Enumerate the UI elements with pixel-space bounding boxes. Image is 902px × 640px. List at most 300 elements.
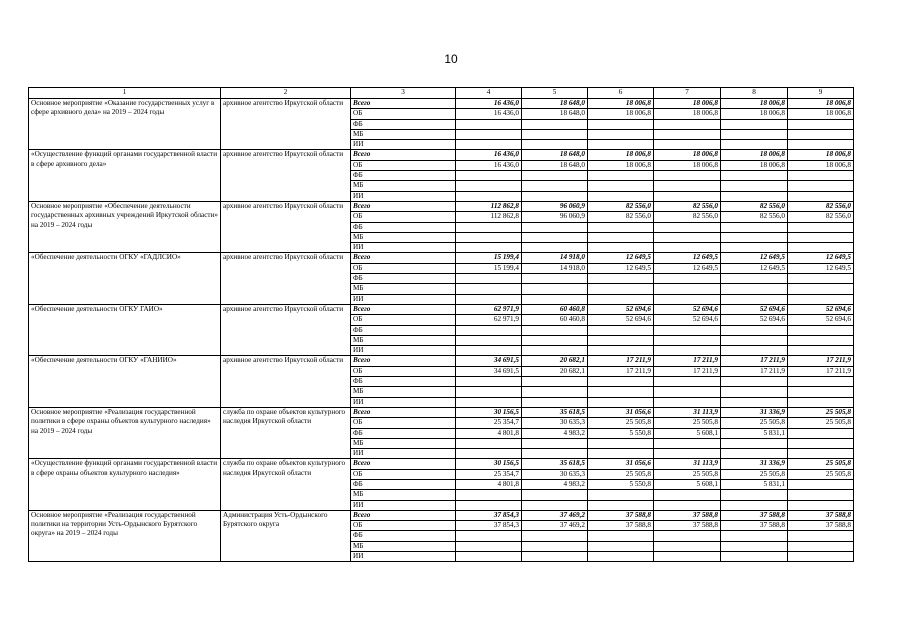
table-row — [29, 304, 854, 314]
amount-cell — [588, 232, 654, 242]
amount-cell: 17 211,9 — [788, 366, 854, 376]
amount-cell — [788, 243, 854, 253]
amount-cell — [456, 397, 522, 407]
column-number: 4 — [456, 88, 522, 99]
funding-source: ИИ — [351, 346, 456, 356]
amount-cell — [588, 346, 654, 356]
amount-cell — [721, 500, 788, 510]
amount-cell — [522, 140, 588, 150]
amount-cell — [522, 129, 588, 139]
table-row — [29, 99, 854, 109]
funding-source: ФБ — [351, 222, 456, 232]
funding-source: ОБ — [351, 160, 456, 170]
amount-cell — [654, 335, 721, 345]
amount-cell — [456, 191, 522, 201]
amount-cell: 37 588,8 — [654, 510, 721, 520]
amount-cell — [654, 129, 721, 139]
amount-cell: 82 556,0 — [721, 212, 788, 222]
amount-cell — [654, 531, 721, 541]
amount-cell: 18 648,0 — [522, 109, 588, 119]
amount-cell — [522, 397, 588, 407]
amount-cell — [721, 531, 788, 541]
amount-cell: 52 694,6 — [788, 315, 854, 325]
column-number: 5 — [522, 88, 588, 99]
amount-cell — [522, 449, 588, 459]
amount-cell: 37 588,8 — [788, 521, 854, 531]
amount-cell: 25 505,8 — [721, 469, 788, 479]
amount-cell — [654, 377, 721, 387]
amount-cell: 16 436,0 — [456, 150, 522, 160]
amount-cell — [721, 222, 788, 232]
funding-source: МБ — [351, 129, 456, 139]
amount-cell: 18 006,8 — [721, 150, 788, 160]
amount-cell — [588, 243, 654, 253]
amount-cell: 34 691,5 — [456, 366, 522, 376]
amount-cell — [721, 129, 788, 139]
amount-cell: 25 505,8 — [788, 407, 854, 417]
funding-source: МБ — [351, 232, 456, 242]
amount-cell: 60 460,8 — [522, 315, 588, 325]
amount-cell — [588, 377, 654, 387]
funding-source: ФБ — [351, 479, 456, 489]
amount-cell — [654, 490, 721, 500]
amount-cell: 37 588,8 — [721, 510, 788, 520]
column-number: 3 — [351, 88, 456, 99]
funding-source: ИИ — [351, 552, 456, 562]
amount-cell — [788, 140, 854, 150]
amount-cell — [588, 140, 654, 150]
amount-cell: 18 006,8 — [721, 99, 788, 109]
amount-cell — [522, 284, 588, 294]
activity-name: «Обеспечение деятельности ОГКУ «ГАНИИО» — [29, 356, 221, 407]
amount-cell — [654, 552, 721, 562]
amount-cell — [721, 325, 788, 335]
amount-cell: 25 505,8 — [788, 469, 854, 479]
table-body — [29, 88, 854, 562]
funding-source: ИИ — [351, 294, 456, 304]
amount-cell — [788, 541, 854, 551]
amount-cell — [522, 222, 588, 232]
amount-cell — [522, 294, 588, 304]
column-number: 7 — [654, 88, 721, 99]
amount-cell — [588, 541, 654, 551]
amount-cell: 60 460,8 — [522, 304, 588, 314]
amount-cell: 62 971,9 — [456, 315, 522, 325]
amount-cell — [788, 531, 854, 541]
amount-cell — [721, 335, 788, 345]
amount-cell — [522, 274, 588, 284]
activity-name: Основное мероприятие «Реализация государственной политики на территории Усть-Ордынского Бурятского округа» на 2019 – 2024 годы — [29, 510, 221, 561]
amount-cell — [588, 284, 654, 294]
amount-cell — [456, 119, 522, 129]
amount-cell — [654, 284, 721, 294]
column-number: 2 — [221, 88, 351, 99]
amount-cell: 5 831,1 — [721, 428, 788, 438]
funding-source: МБ — [351, 284, 456, 294]
amount-cell — [788, 191, 854, 201]
amount-cell — [456, 294, 522, 304]
amount-cell — [654, 140, 721, 150]
amount-cell — [654, 449, 721, 459]
amount-cell: 20 682,1 — [522, 366, 588, 376]
amount-cell: 5 608,1 — [654, 428, 721, 438]
activity-name: Основное мероприятие «Оказание государственных услуг в сфере архивного дела» на 2019 – 2024 годы — [29, 99, 221, 150]
amount-cell — [654, 222, 721, 232]
funding-source: ФБ — [351, 119, 456, 129]
amount-cell — [788, 438, 854, 448]
amount-cell: 18 006,8 — [788, 99, 854, 109]
executor-name: архивное агентство Иркутской области — [221, 253, 351, 304]
amount-cell: 14 918,0 — [522, 263, 588, 273]
amount-cell — [721, 191, 788, 201]
amount-cell — [788, 449, 854, 459]
amount-cell: 18 006,8 — [788, 160, 854, 170]
executor-name: служба по охране объектов культурного наследия Иркутской области — [221, 407, 351, 458]
amount-cell: 37 469,2 — [522, 510, 588, 520]
amount-cell — [721, 449, 788, 459]
amount-cell: 17 211,9 — [721, 356, 788, 366]
amount-cell — [588, 397, 654, 407]
amount-cell: 25 505,8 — [654, 469, 721, 479]
amount-cell: 34 691,5 — [456, 356, 522, 366]
amount-cell — [456, 500, 522, 510]
amount-cell: 5 831,1 — [721, 479, 788, 489]
amount-cell: 82 556,0 — [588, 201, 654, 211]
amount-cell: 37 469,2 — [522, 521, 588, 531]
table-row — [29, 459, 854, 469]
amount-cell: 25 505,8 — [788, 418, 854, 428]
table-row — [29, 201, 854, 211]
amount-cell: 18 006,8 — [588, 99, 654, 109]
table-row — [29, 150, 854, 160]
amount-cell — [588, 294, 654, 304]
amount-cell — [522, 531, 588, 541]
amount-cell: 52 694,6 — [788, 304, 854, 314]
amount-cell — [654, 500, 721, 510]
funding-source: ИИ — [351, 397, 456, 407]
amount-cell — [456, 129, 522, 139]
funding-source: ОБ — [351, 469, 456, 479]
amount-cell — [456, 541, 522, 551]
amount-cell: 82 556,0 — [788, 212, 854, 222]
amount-cell: 37 588,8 — [588, 521, 654, 531]
activity-name: «Обеспечение деятельности ОГКУ «ГАДЛСИО» — [29, 253, 221, 304]
executor-name: архивное агентство Иркутской области — [221, 201, 351, 252]
amount-cell — [588, 552, 654, 562]
amount-cell — [788, 325, 854, 335]
amount-cell — [788, 335, 854, 345]
amount-cell — [588, 490, 654, 500]
amount-cell: 25 505,8 — [788, 459, 854, 469]
amount-cell — [721, 294, 788, 304]
amount-cell: 52 694,6 — [721, 304, 788, 314]
activity-name: «Осуществление функций органами государственной власти в сфере архивного дела» — [29, 150, 221, 201]
amount-cell — [588, 181, 654, 191]
amount-cell — [456, 335, 522, 345]
amount-cell — [654, 119, 721, 129]
amount-cell — [588, 531, 654, 541]
amount-cell: 17 211,9 — [654, 356, 721, 366]
amount-cell — [721, 438, 788, 448]
amount-cell: 37 588,8 — [788, 510, 854, 520]
amount-cell — [456, 387, 522, 397]
amount-cell — [721, 346, 788, 356]
amount-cell: 18 006,8 — [654, 99, 721, 109]
amount-cell: 18 648,0 — [522, 160, 588, 170]
amount-cell — [456, 325, 522, 335]
amount-cell: 37 854,3 — [456, 521, 522, 531]
amount-cell — [522, 541, 588, 551]
column-number: 9 — [788, 88, 854, 99]
funding-source: ИИ — [351, 500, 456, 510]
amount-cell — [654, 191, 721, 201]
amount-cell — [788, 552, 854, 562]
amount-cell — [522, 346, 588, 356]
amount-cell — [456, 490, 522, 500]
amount-cell: 16 436,0 — [456, 160, 522, 170]
funding-source: ОБ — [351, 315, 456, 325]
amount-cell: 18 648,0 — [522, 150, 588, 160]
amount-cell: 5 608,1 — [654, 479, 721, 489]
amount-cell — [721, 243, 788, 253]
amount-cell — [721, 171, 788, 181]
amount-cell: 12 649,5 — [721, 253, 788, 263]
amount-cell: 17 211,9 — [788, 356, 854, 366]
amount-cell: 82 556,0 — [654, 212, 721, 222]
amount-cell: 17 211,9 — [721, 366, 788, 376]
amount-cell: 18 006,8 — [654, 160, 721, 170]
amount-cell — [788, 274, 854, 284]
amount-cell: 25 505,8 — [588, 418, 654, 428]
page-number: 10 — [444, 52, 458, 66]
amount-cell — [788, 171, 854, 181]
funding-source: ФБ — [351, 428, 456, 438]
amount-cell: 112 862,8 — [456, 201, 522, 211]
amount-cell: 18 006,8 — [588, 109, 654, 119]
amount-cell — [788, 346, 854, 356]
amount-cell: 31 336,9 — [721, 407, 788, 417]
amount-cell — [522, 377, 588, 387]
funding-source: ИИ — [351, 140, 456, 150]
amount-cell — [456, 243, 522, 253]
column-number: 8 — [721, 88, 788, 99]
amount-cell: 18 006,8 — [654, 150, 721, 160]
amount-cell — [654, 387, 721, 397]
executor-name: архивное агентство Иркутской области — [221, 356, 351, 407]
amount-cell — [522, 500, 588, 510]
amount-cell: 30 635,3 — [522, 469, 588, 479]
amount-cell — [588, 325, 654, 335]
amount-cell — [588, 335, 654, 345]
activity-name: Основное мероприятие «Обеспечение деятельности государственных архивных учреждений Иркутской области» на 2019 – 2024 годы — [29, 201, 221, 252]
amount-cell: 82 556,0 — [588, 212, 654, 222]
amount-cell — [522, 325, 588, 335]
header-row — [29, 88, 854, 99]
amount-cell: 52 694,6 — [654, 304, 721, 314]
amount-cell: 31 113,9 — [654, 459, 721, 469]
amount-cell — [721, 552, 788, 562]
amount-cell — [788, 232, 854, 242]
amount-cell — [721, 397, 788, 407]
amount-cell — [588, 500, 654, 510]
amount-cell: 37 588,8 — [588, 510, 654, 520]
funding-source: ОБ — [351, 109, 456, 119]
column-number: 6 — [588, 88, 654, 99]
amount-cell — [456, 438, 522, 448]
funding-source: ФБ — [351, 377, 456, 387]
amount-cell — [522, 552, 588, 562]
funding-source: ФБ — [351, 171, 456, 181]
amount-cell: 37 854,3 — [456, 510, 522, 520]
amount-cell: 18 006,8 — [721, 160, 788, 170]
amount-cell: 30 156,5 — [456, 459, 522, 469]
amount-cell: 35 618,5 — [522, 407, 588, 417]
amount-cell — [588, 171, 654, 181]
amount-cell — [522, 490, 588, 500]
funding-source: МБ — [351, 181, 456, 191]
amount-cell: 12 649,5 — [588, 263, 654, 273]
amount-cell — [456, 346, 522, 356]
amount-cell: 4 801,8 — [456, 479, 522, 489]
budget-table — [28, 87, 854, 562]
table-row — [29, 407, 854, 417]
amount-cell — [654, 181, 721, 191]
amount-cell — [588, 438, 654, 448]
amount-cell: 4 983,2 — [522, 479, 588, 489]
executor-name: архивное агентство Иркутской области — [221, 304, 351, 355]
funding-source: ИИ — [351, 191, 456, 201]
amount-cell: 16 436,0 — [456, 99, 522, 109]
amount-cell — [522, 119, 588, 129]
amount-cell: 18 006,8 — [588, 150, 654, 160]
executor-name: архивное агентство Иркутской области — [221, 150, 351, 201]
amount-cell — [788, 181, 854, 191]
amount-cell — [654, 397, 721, 407]
funding-source: ИИ — [351, 449, 456, 459]
funding-source: ОБ — [351, 366, 456, 376]
amount-cell — [456, 377, 522, 387]
amount-cell: 96 060,9 — [522, 212, 588, 222]
amount-cell: 25 354,7 — [456, 469, 522, 479]
funding-source: Всего — [351, 150, 456, 160]
amount-cell — [456, 232, 522, 242]
amount-cell: 17 211,9 — [654, 366, 721, 376]
amount-cell — [654, 541, 721, 551]
amount-cell: 15 199,4 — [456, 253, 522, 263]
amount-cell — [788, 377, 854, 387]
amount-cell — [654, 243, 721, 253]
amount-cell — [522, 335, 588, 345]
amount-cell: 37 588,8 — [721, 521, 788, 531]
funding-source: Всего — [351, 304, 456, 314]
amount-cell — [456, 222, 522, 232]
amount-cell — [788, 129, 854, 139]
amount-cell — [588, 449, 654, 459]
funding-source: Всего — [351, 510, 456, 520]
amount-cell: 52 694,6 — [588, 315, 654, 325]
amount-cell: 35 618,5 — [522, 459, 588, 469]
amount-cell: 5 550,8 — [588, 428, 654, 438]
amount-cell: 12 649,5 — [654, 263, 721, 273]
funding-source: МБ — [351, 438, 456, 448]
amount-cell: 30 635,3 — [522, 418, 588, 428]
amount-cell: 17 211,9 — [588, 366, 654, 376]
amount-cell: 20 682,1 — [522, 356, 588, 366]
amount-cell — [588, 129, 654, 139]
amount-cell: 12 649,5 — [588, 253, 654, 263]
amount-cell — [588, 387, 654, 397]
funding-source: Всего — [351, 407, 456, 417]
amount-cell — [788, 500, 854, 510]
amount-cell: 52 694,6 — [654, 315, 721, 325]
amount-cell — [654, 294, 721, 304]
amount-cell — [522, 191, 588, 201]
amount-cell — [456, 449, 522, 459]
amount-cell — [588, 222, 654, 232]
amount-cell — [721, 541, 788, 551]
amount-cell — [721, 274, 788, 284]
executor-name: архивное агентство Иркутской области — [221, 99, 351, 150]
amount-cell — [721, 490, 788, 500]
funding-source: Всего — [351, 459, 456, 469]
funding-source: Всего — [351, 99, 456, 109]
amount-cell — [788, 397, 854, 407]
amount-cell — [456, 274, 522, 284]
amount-cell: 52 694,6 — [588, 304, 654, 314]
amount-cell — [788, 119, 854, 129]
amount-cell — [522, 438, 588, 448]
amount-cell: 25 505,8 — [654, 418, 721, 428]
funding-source: Всего — [351, 356, 456, 366]
funding-source: МБ — [351, 387, 456, 397]
activity-name: «Обеспечение деятельности ОГКУ ГАИО» — [29, 304, 221, 355]
amount-cell — [654, 438, 721, 448]
amount-cell — [456, 171, 522, 181]
table-row — [29, 356, 854, 366]
amount-cell: 17 211,9 — [588, 356, 654, 366]
amount-cell: 82 556,0 — [721, 201, 788, 211]
amount-cell — [456, 531, 522, 541]
amount-cell — [588, 191, 654, 201]
amount-cell — [788, 294, 854, 304]
amount-cell — [522, 387, 588, 397]
amount-cell: 37 588,8 — [654, 521, 721, 531]
table-row — [29, 510, 854, 520]
amount-cell: 31 113,9 — [654, 407, 721, 417]
funding-source: МБ — [351, 335, 456, 345]
funding-source: ФБ — [351, 531, 456, 541]
amount-cell — [522, 171, 588, 181]
amount-cell: 31 336,9 — [721, 459, 788, 469]
amount-cell: 31 056,6 — [588, 407, 654, 417]
activity-name: «Осуществление функций органами государственной власти в сфере охраны объектов культурного наследия» — [29, 459, 221, 510]
amount-cell — [788, 284, 854, 294]
amount-cell: 18 648,0 — [522, 99, 588, 109]
amount-cell — [654, 171, 721, 181]
amount-cell — [456, 140, 522, 150]
amount-cell: 15 199,4 — [456, 263, 522, 273]
amount-cell: 18 006,8 — [721, 109, 788, 119]
amount-cell — [721, 284, 788, 294]
amount-cell — [788, 428, 854, 438]
amount-cell — [522, 232, 588, 242]
funding-source: ОБ — [351, 418, 456, 428]
amount-cell — [588, 274, 654, 284]
amount-cell: 96 060,9 — [522, 201, 588, 211]
funding-source: ОБ — [351, 263, 456, 273]
amount-cell — [654, 325, 721, 335]
amount-cell — [522, 181, 588, 191]
